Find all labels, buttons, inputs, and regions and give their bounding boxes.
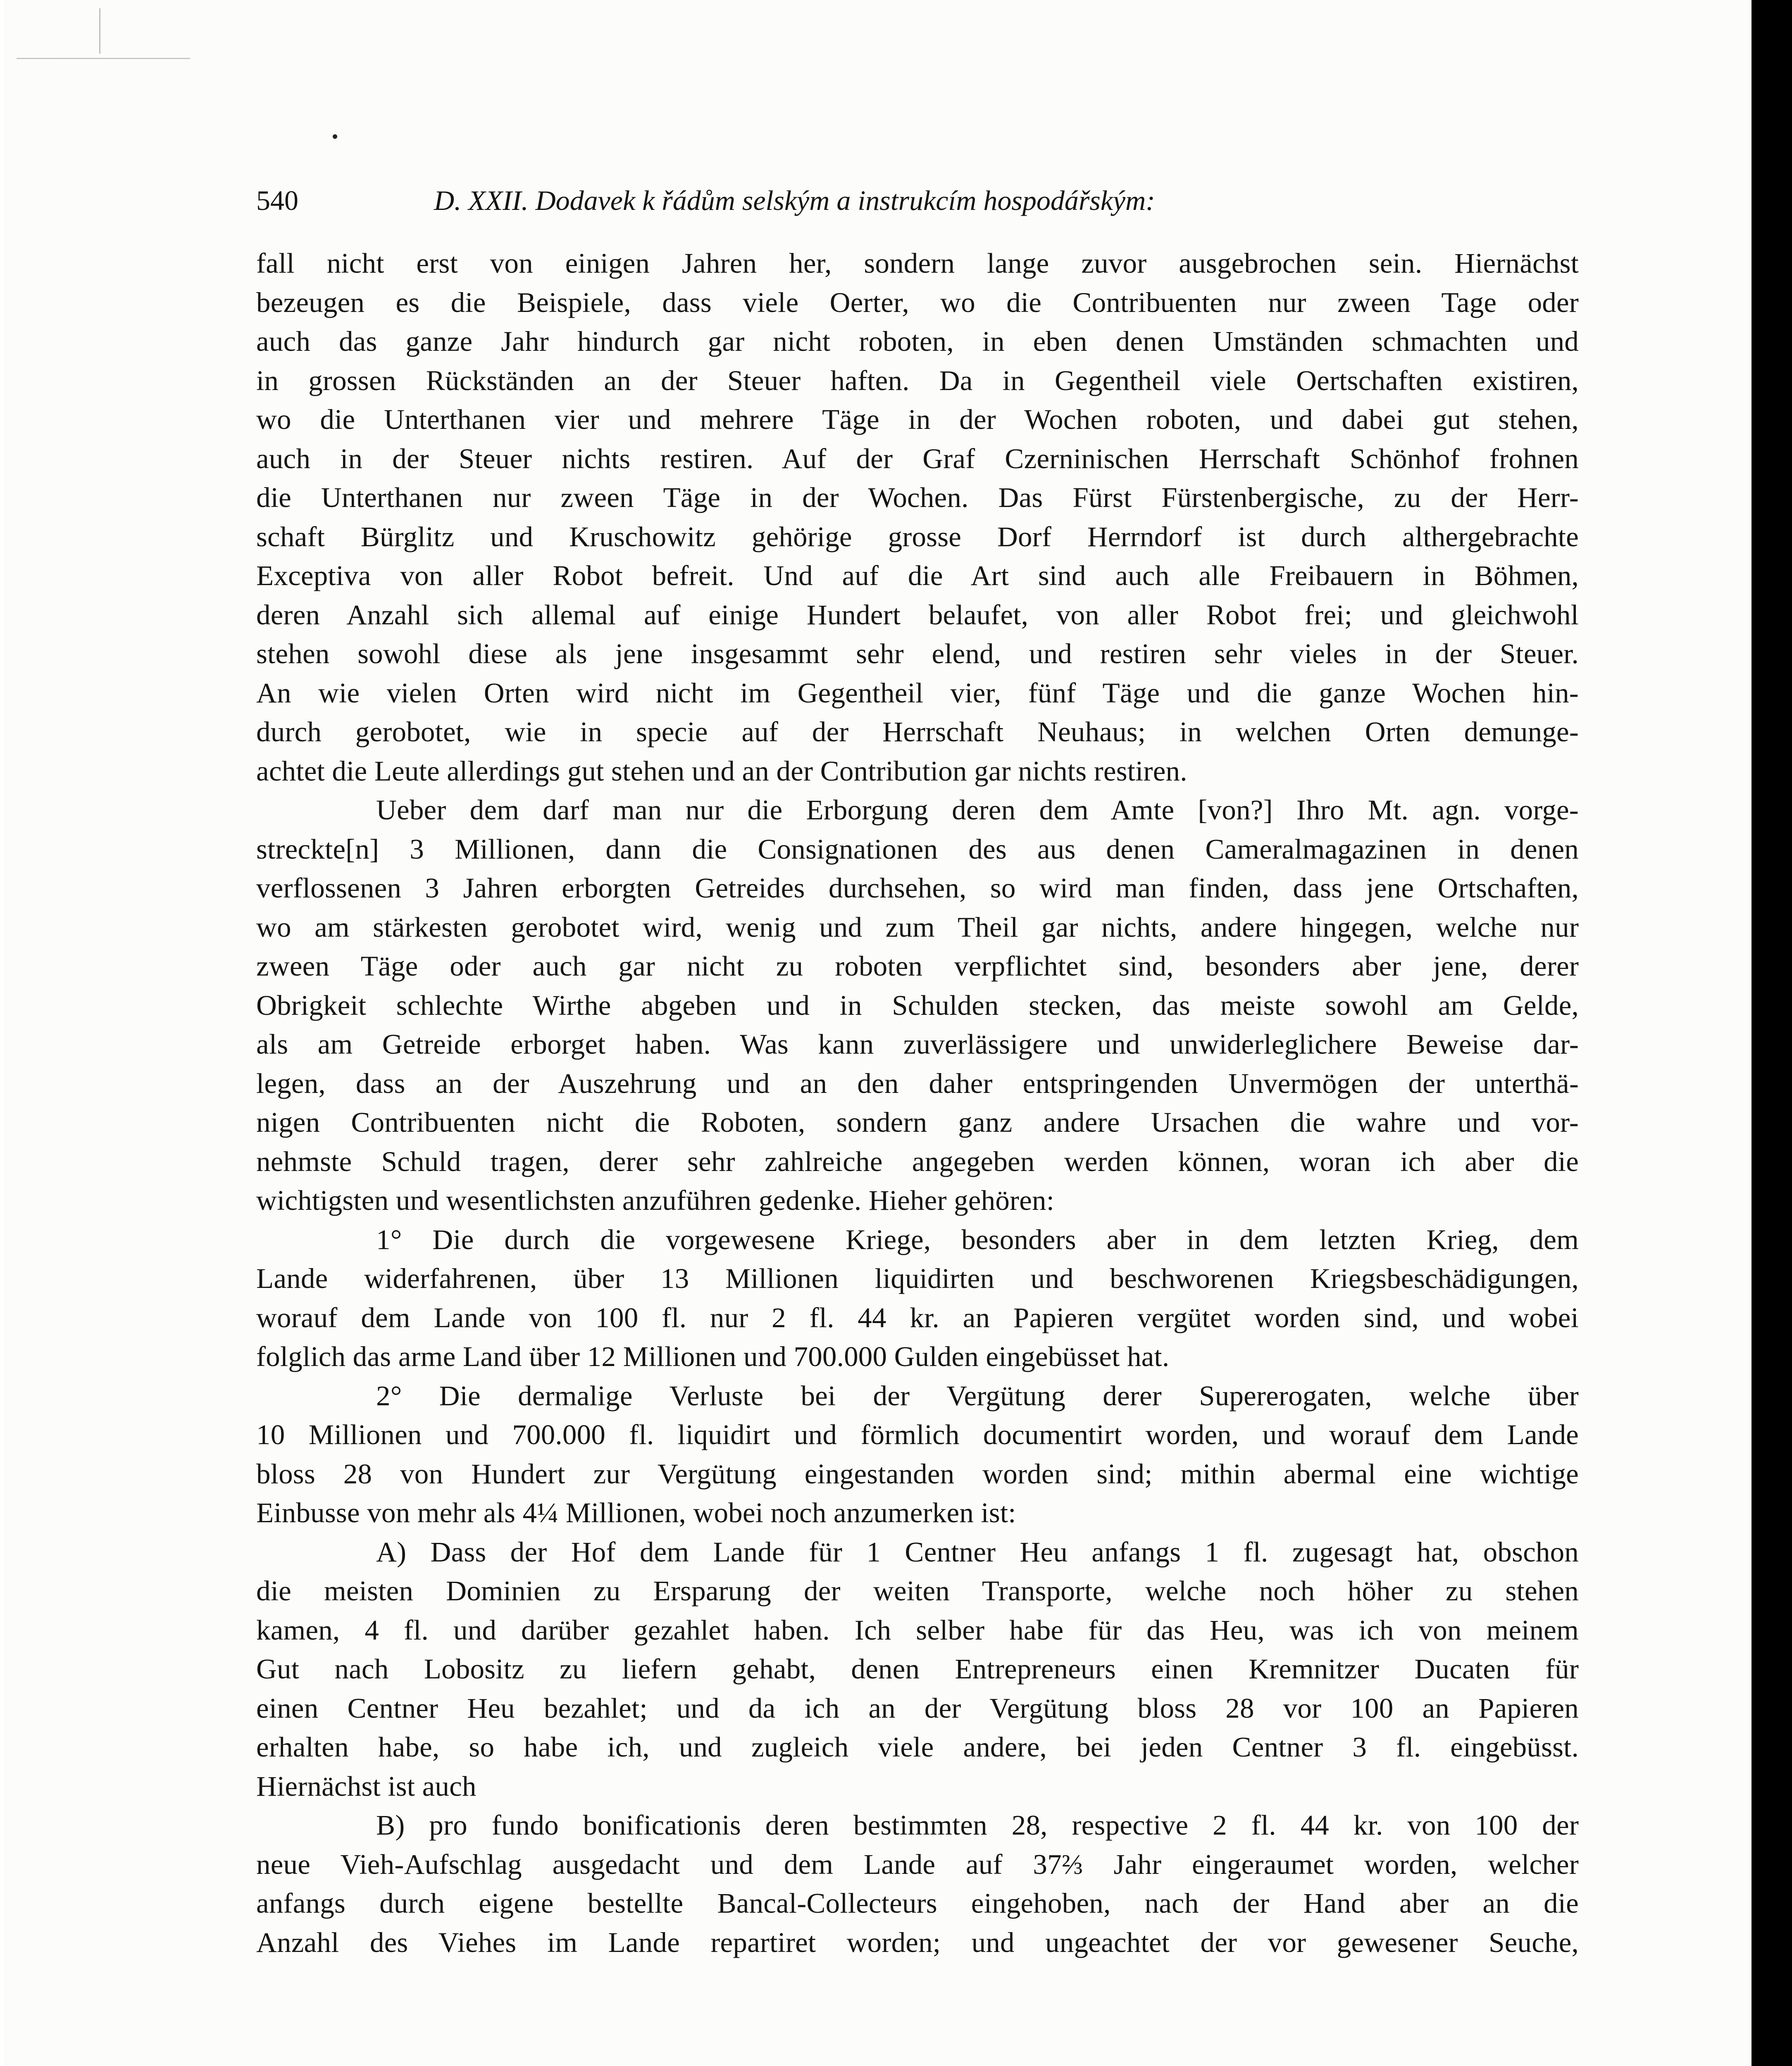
text-line: wichtigsten und wesentlichsten anzuführen gedenke. Hieher gehören: [256,1185,1055,1216]
text-line: kamen, 4 fl. und darüber gezahlet haben. Ich selber habe für das Heu, was ich von meinem [256,1614,1579,1646]
text-line: B) pro fundo bonificationis deren bestimmten 28, respective 2 fl. 44 kr. von 100 der [376,1809,1579,1841]
text-line: in grossen Rückständen an der Steuer haften. Da in Gegentheil viele Oertschaften existiren, [256,364,1579,396]
text-line: wo die Unterthanen vier und mehrere Täge in der Wochen roboten, und dabei gut stehen, [256,404,1579,435]
text-line: deren Anzahl sich allemal auf einige Hundert belaufet, von aller Robot frei; und gleichwohl [256,599,1579,631]
text-line: legen, dass an der Auszehrung und an den daher entspringenden Unvermögen der unterthä- [256,1067,1579,1099]
corner-scan-mark [17,8,190,59]
text-line: neue Vieh-Aufschlag ausgedacht und dem Lande auf 37⅔ Jahr eingeraumet worden, welcher [256,1848,1579,1880]
text-line: verflossenen 3 Jahren erborgten Getreides durchsehen, so wird man finden, dass jene Ortschaften, [256,872,1579,904]
text-line: worauf dem Lande von 100 fl. nur 2 fl. 44 kr. an Papieren vergütet worden sind, und wobei [256,1302,1579,1333]
text-line: die Unterthanen nur zween Täge in der Wochen. Das Fürst Fürstenbergische, zu der Herr- [256,482,1579,513]
text-line: Obrigkeit schlechte Wirthe abgeben und in Schulden stecken, das meiste sowohl am Gelde, [256,989,1579,1021]
text-line: nigen Contribuenten nicht die Roboten, sondern ganz andere Ursachen die wahre und vor- [256,1107,1579,1138]
text-line: als am Getreide erborget haben. Was kann zuverlässigere und unwiderleglichere Beweise dar- [256,1028,1579,1060]
text-line: bezeugen es die Beispiele, dass viele Oerter, wo die Contribuenten nur zween Tage oder [256,286,1579,318]
text-line: erhalten habe, so habe ich, und zugleich viele andere, bei jeden Centner 3 fl. eingebüsst. [256,1731,1579,1763]
text-line: stehen sowohl diese als jene insgesammt sehr elend, und restiren sehr vieles in der Steuer. [256,638,1579,669]
text-line: A) Dass der Hof dem Lande für 1 Centner Heu anfangs 1 fl. zugesagt hat, obschon [376,1536,1579,1568]
text-line: durch gerobotet, wie in specie auf der Herrschaft Neuhaus; in welchen Orten demunge- [256,716,1579,747]
text-line: Ueber dem darf man nur die Erborgung deren dem Amte [von?] Ihro Mt. agn. vorge- [376,794,1579,826]
text-line: auch das ganze Jahr hindurch gar nicht roboten, in eben denen Umständen schmachten und [256,326,1579,357]
page-number: 540 [256,185,298,216]
text-line: streckte[n] 3 Millionen, dann die Consignationen des aus denen Cameralmagazinen in denen [256,833,1579,865]
text-line: zween Täge oder auch gar nicht zu roboten verpflichtet sind, besonders aber jene, derer [256,950,1579,982]
text-line: 2° Die dermalige Verluste bei der Vergütung derer Supererogaten, welche über [376,1380,1579,1411]
text-line: anfangs durch eigene bestellte Bancal-Collecteurs eingehoben, nach der Hand aber an die [256,1887,1579,1919]
text-line: 10 Millionen und 700.000 fl. liquidirt und förmlich documentirt worden, und worauf dem Lande [256,1419,1579,1450]
text-line: An wie vielen Orten wird nicht im Gegentheil vier, fünf Täge und die ganze Wochen hin- [256,677,1579,709]
running-title: D. XXII. Dodavek k řádům selským a instrukcím hospodářským: [434,185,1155,216]
text-line: Gut nach Lobositz zu liefern gehabt, denen Entrepreneurs einen Kremnitzer Ducaten für [256,1653,1579,1685]
text-line: folglich das arme Land über 12 Millionen und 700.000 Gulden eingebüsset hat. [256,1341,1170,1372]
page-header [256,178,1380,223]
body-text [256,244,1579,1962]
text-line: auch in der Steuer nichts restiren. Auf der Graf Czerninischen Herrschaft Schönhof frohnen [256,443,1579,474]
text-line: wo am stärkesten gerobotet wird, wenig und zum Theil gar nichts, andere hingegen, welche nur [256,911,1579,943]
text-line: Anzahl des Viehes im Lande repartiret worden; und ungeachtet der vor gewesener Seuche, [256,1926,1579,1958]
text-line: Exceptiva von aller Robot befreit. Und auf die Art sind auch alle Freibauern in Böhmen, [256,560,1579,591]
scan-speck [333,134,337,139]
text-line: Lande widerfahrenen, über 13 Millionen liquidirten und beschworenen Kriegsbeschädigungen, [256,1263,1579,1294]
text-line: schaft Bürglitz und Kruschowitz gehörige grosse Dorf Herrndorf ist durch althergebrachte [256,521,1579,552]
text-line: Einbusse von mehr als 4¼ Millionen, wobei noch anzumerken ist: [256,1497,1016,1528]
text-line: achtet die Leute allerdings gut stehen und an der Contribution gar nichts restiren. [256,755,1187,787]
text-line: nehmste Schuld tragen, derer sehr zahlreiche angegeben werden können, woran ich aber die [256,1145,1579,1177]
scan-border [1751,0,1792,2066]
text-line: Hiernächst ist auch [256,1770,477,1802]
text-line: die meisten Dominien zu Ersparung der weiten Transporte, welche noch höher zu stehen [256,1575,1579,1607]
text-line: bloss 28 von Hundert zur Vergütung eingestanden worden sind; mithin abermal eine wichtige [256,1458,1579,1490]
text-line: fall nicht erst von einigen Jahren her, sondern lange zuvor ausgebrochen sein. Hiernächst [256,248,1579,279]
text-line: einen Centner Heu bezahlet; und da ich an der Vergütung bloss 28 vor 100 an Papieren [256,1692,1579,1724]
text-line: 1° Die durch die vorgewesene Kriege, besonders aber in dem letzten Krieg, dem [376,1223,1579,1255]
